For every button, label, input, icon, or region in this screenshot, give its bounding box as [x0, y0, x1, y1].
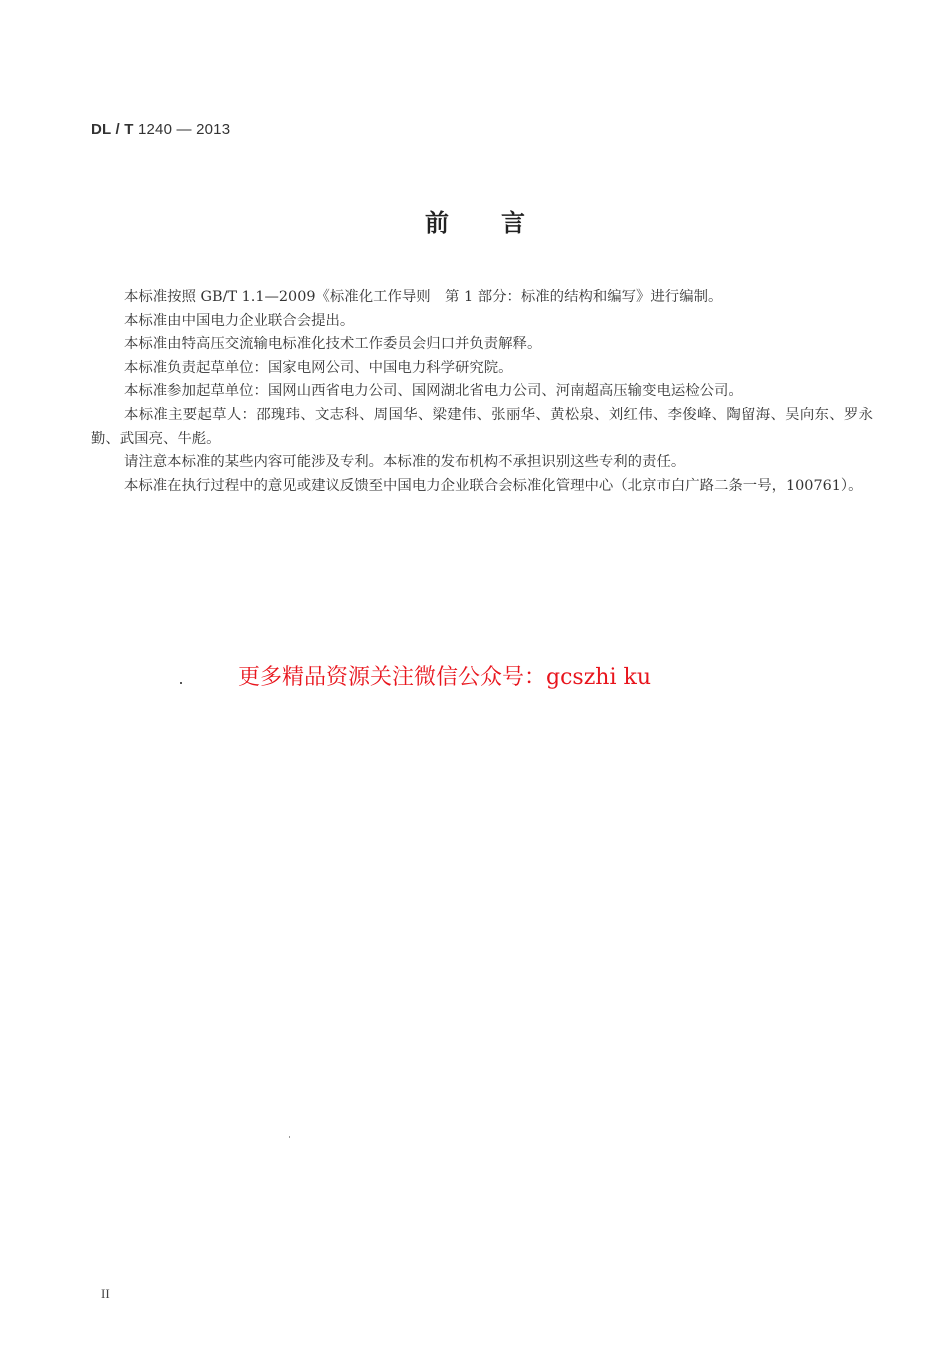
- scan-speck: [180, 682, 182, 684]
- standard-number: [91, 121, 230, 138]
- paragraph-main-drafters: 本标准主要起草人：邵瑰玮、文志科、周国华、梁建伟、张丽华、黄松泉、刘红伟、李俊峰、陶留海、吴向东、罗永勤、武国亮、牛彪。: [91, 406, 873, 447]
- foreword-body: [91, 286, 873, 498]
- paragraph-patent-notice: 请注意本标准的某些内容可能涉及专利。本标准的发布机构不承担识别这些专利的责任。: [124, 454, 686, 471]
- standard-code: 1240 — 2013: [137, 121, 231, 138]
- paragraph-participating-drafters: 本标准参加起草单位：国网山西省电力公司、国网湖北省电力公司、河南超高压输变电运检公司。: [124, 383, 743, 400]
- standard-prefix: DL / T: [91, 121, 134, 138]
- paragraph-administrator: 本标准由特高压交流输电标准化技术工作委员会归口并负责解释。: [124, 336, 542, 353]
- paragraph-proposer: 本标准由中国电力企业联合会提出。: [124, 312, 355, 329]
- paragraph-feedback: 本标准在执行过程中的意见或建议反馈至中国电力企业联合会标准化管理中心（北京市白广路二条一号，100761）。: [124, 477, 863, 494]
- page-number: II: [101, 1286, 110, 1301]
- page-title: 前言: [425, 209, 577, 237]
- paragraph-lead-drafter: 本标准负责起草单位：国家电网公司、中国电力科学研究院。: [124, 359, 513, 376]
- wechat-promo-note: 更多精品资源关注微信公众号：gcszhi ku: [238, 665, 651, 690]
- paragraph-drafting-rules: 本标准按照 GB/T 1.1—2009《标准化工作导则 第 1 部分：标准的结构和编写》进行编制。: [124, 289, 723, 305]
- scan-speck: [289, 1136, 290, 1138]
